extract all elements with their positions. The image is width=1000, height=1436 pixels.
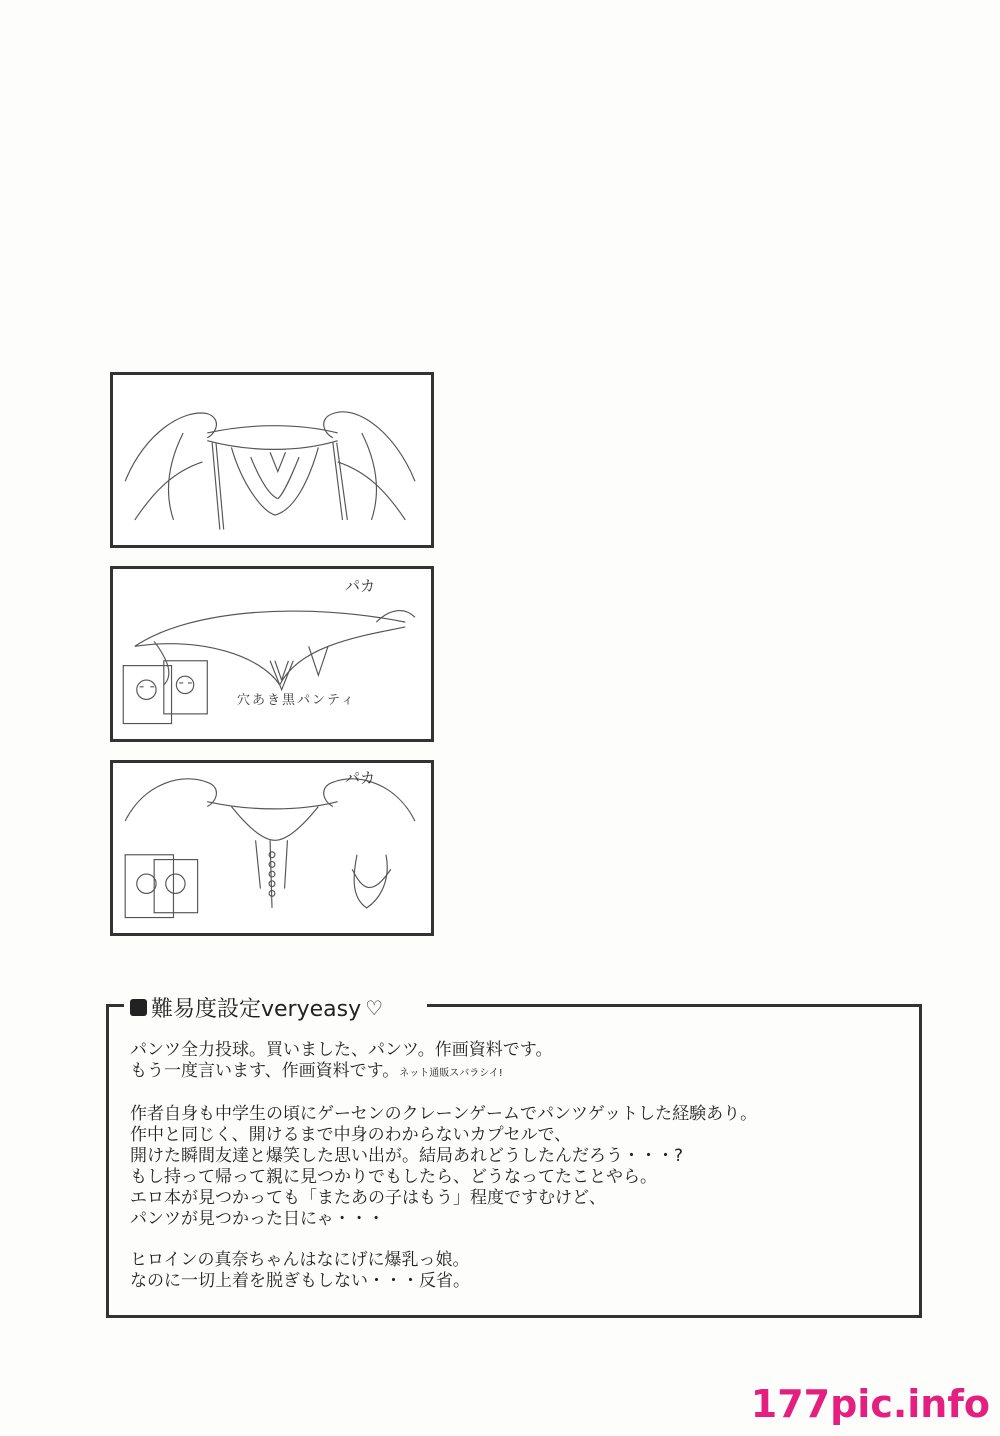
comic-panel-3 <box>110 760 434 936</box>
note-line: 作者自身も中学生の頃にゲーセンのクレーンゲームでパンツゲットした経験あり。 <box>130 1104 758 1124</box>
note-line: 作中と同じく、開けるまで中身のわからないカプセルで、 <box>130 1125 572 1145</box>
panel-note: 穴あき黒パンティ <box>237 693 356 708</box>
note-line: もし持って帰って親に見つかりでもしたら、どうなってたことやら。 <box>130 1167 657 1187</box>
notes-title <box>124 992 389 1023</box>
box-border <box>106 1004 124 1007</box>
notes-body <box>130 1040 910 1292</box>
heart-icon: ♡ <box>365 995 384 1020</box>
square-icon <box>130 999 147 1016</box>
watermark: 177pic.info <box>750 1382 990 1426</box>
notes-title-text: 難易度設定veryeasy <box>151 997 362 1022</box>
panel-2-sketch <box>113 569 431 739</box>
sound-effect: パカ <box>345 577 376 595</box>
note-line: なのに一切上着を脱ぎもしない・・・反省。 <box>130 1271 470 1291</box>
note-line: 開けた瞬間友達と爆笑した思い出が。結局あれどうしたんだろう・・・? <box>130 1146 684 1166</box>
panel-3-sketch <box>113 763 431 933</box>
box-border <box>427 1004 922 1007</box>
note-aside: ネット通販スバラシイ! <box>399 1068 503 1079</box>
note-line: パンツ全力投球。買いました、パンツ。作画資料です。 <box>130 1040 553 1060</box>
comic-panel-1 <box>110 372 434 548</box>
note-line: もう一度言います、作画資料です。ネット通販スバラシイ! <box>130 1061 503 1081</box>
panel-1-sketch <box>113 375 431 545</box>
note-line: エロ本が見つかっても「またあの子はもう」程度ですむけど、 <box>130 1188 606 1208</box>
sound-effect: パカ <box>345 769 376 787</box>
comic-panel-2 <box>110 566 434 742</box>
note-line: パンツが見つかった日にゃ・・・ <box>130 1209 385 1229</box>
note-line: ヒロインの真奈ちゃんはなにげに爆乳っ娘。 <box>130 1250 470 1270</box>
